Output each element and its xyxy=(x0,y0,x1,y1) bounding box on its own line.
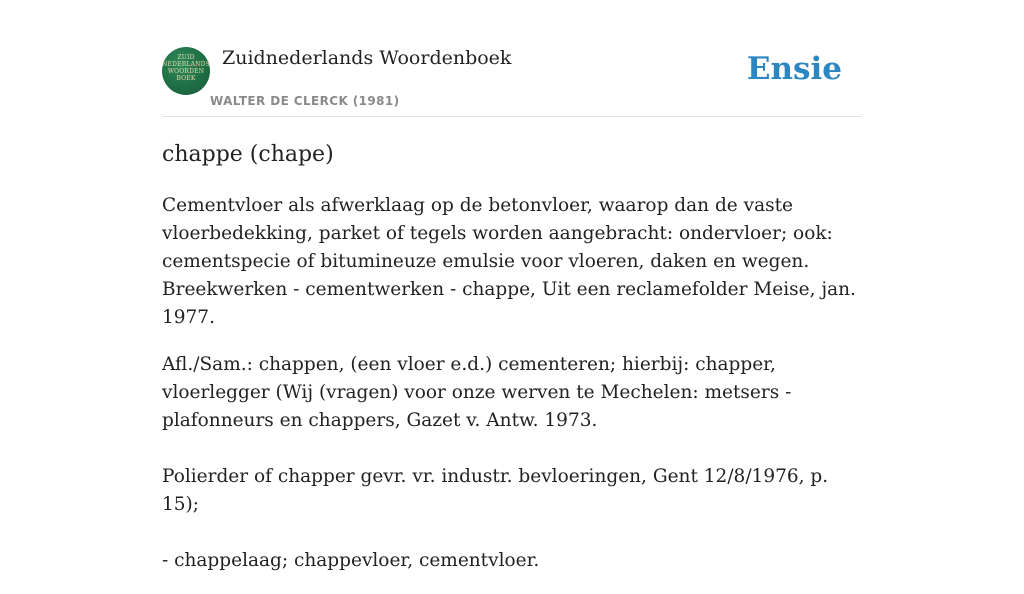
logo-lettering: ZUID NEDERLANDS WOORDEN BOEK xyxy=(162,54,210,82)
entry-content xyxy=(162,192,866,594)
book-author: WALTER DE CLERCK (1981) xyxy=(210,94,400,108)
definition-paragraph: Cementvloer als afwerklaag op de betonvloer, waarop dan de vaste vloerbedekking, parket of tegels worden aangebracht: ondervloer; ook: cementspecie of bitumineuze emulsie voor vloeren, daken en wegen. Breekwerken - cementwerken - chappe, Uit een reclamefolder Meise, jan. 1977. xyxy=(162,195,856,328)
ensie-logo-link[interactable]: Ensie xyxy=(746,51,842,87)
derivations-line: Afl./Sam.: chappen, (een vloer e.d.) cementeren; hierbij: chapper, vloerlegger (Wij (vragen) voor onze werven te Mechelen: metsers - plafonneurs en chappers, Gazet v. Antw. 1973. xyxy=(162,354,792,431)
book-title[interactable]: Zuidnederlands Woordenboek xyxy=(222,47,512,69)
citation-line: Polierder of chapper gevr. vr. industr. bevloeringen, Gent 12/8/1976, p. 15); xyxy=(162,466,829,515)
header xyxy=(162,0,862,117)
derivations-paragraph xyxy=(162,351,866,575)
entry-headword: chappe (chape) xyxy=(162,142,334,167)
compounds-line: - chappelaag; chappevloer, cementvloer. xyxy=(162,550,540,571)
page xyxy=(162,0,862,571)
book-cover-logo[interactable] xyxy=(162,47,210,95)
